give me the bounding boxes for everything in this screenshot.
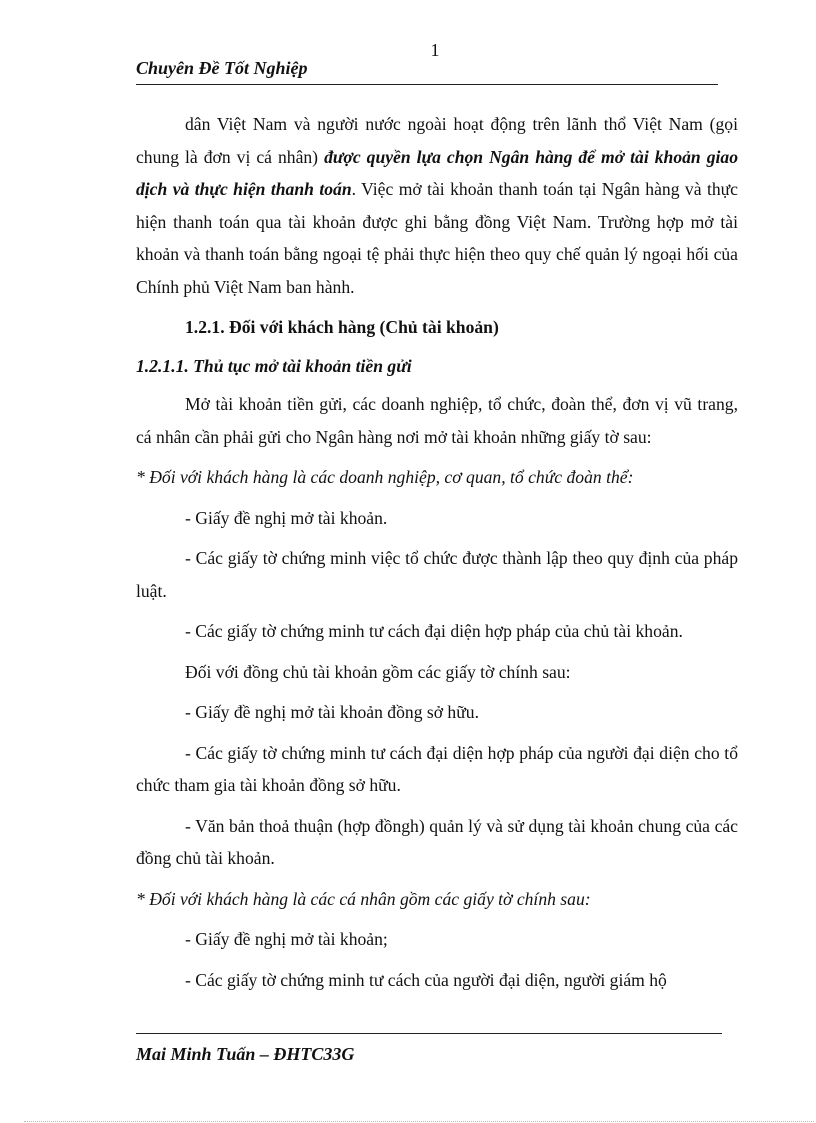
footer-author: Mai Minh Tuấn – ĐHTC33G xyxy=(136,1044,355,1064)
paragraph-intro-text-a: dân Việt Nam và người nước ngoài hoạt động trên lãnh thổ Việt Nam (gọi chung là đơn vị cá nhân) xyxy=(136,114,738,167)
header-rule xyxy=(136,84,718,85)
section-heading-1-2-1-1: 1.2.1.1. Thủ tục mở tài khoản tiền gửi xyxy=(136,355,412,376)
page-number: 1 xyxy=(430,40,440,60)
list-item: - Văn bản thoả thuận (hợp đồngh) quản lý và sử dụng tài khoản chung của các đồng chủ tài khoản. xyxy=(136,815,738,868)
list-item: - Các giấy tờ chứng minh tư cách đại diện hợp pháp của người đại diện cho tổ chức tham gia tài khoản đồng sở hữu. xyxy=(136,742,738,795)
page-break-line xyxy=(24,1121,814,1122)
list-item: - Các giấy tờ chứng minh việc tổ chức được thành lập theo quy định của pháp luật. xyxy=(136,548,738,601)
list-item: - Các giấy tờ chứng minh tư cách đại diện hợp pháp của chủ tài khoản. xyxy=(185,621,683,641)
list-item: - Giấy đề nghị mở tài khoản. xyxy=(185,507,388,528)
paragraph-intro xyxy=(136,108,738,303)
org-customers-intro: * Đối với khách hàng là các doanh nghiệp, cơ quan, tổ chức đoàn thể: xyxy=(136,467,634,487)
list-item: - Giấy đề nghị mở tài khoản đồng sở hữu. xyxy=(185,702,479,722)
document-body xyxy=(136,108,738,1004)
individual-customers-intro: * Đối với khách hàng là các cá nhân gồm các giấy tờ chính sau: xyxy=(136,888,591,909)
paragraph-intro-emphasis: được quyền lựa chọn Ngân hàng để mở tài khoản giao dịch và thực hiện thanh toán xyxy=(136,146,739,199)
list-item: - Các giấy tờ chứng minh tư cách của người đại diện, người giám hộ xyxy=(185,969,667,990)
section-heading-1-2-1: 1.2.1. Đối với khách hàng (Chủ tài khoản) xyxy=(185,317,499,337)
joint-owners-intro: Đối với đồng chủ tài khoản gồm các giấy tờ chính sau: xyxy=(185,661,571,682)
header-title: Chuyên Đề Tốt Nghiệp xyxy=(136,58,308,78)
paragraph-documents: Mở tài khoản tiền gửi, các doanh nghiệp, tổ chức, đoàn thể, đơn vị vũ trang, cá nhân cần phải gửi cho Ngân hàng nơi mở tài khoản những giấy tờ sau: xyxy=(136,394,738,447)
list-item: - Giấy đề nghị mở tài khoản; xyxy=(185,929,388,949)
paragraph-intro-text-b: . Việc mở tài khoản thanh toán tại Ngân hàng và thực hiện thanh toán qua tài khoản được ghi bằng đồng Việt Nam. Trường hợp mở tài khoản và thanh toán bằng ngoại tệ phải thực hiện theo quy chế quản lý ngoại hối của Chính phủ Việt Nam ban hành. xyxy=(136,179,738,297)
footer-rule xyxy=(136,1033,722,1034)
